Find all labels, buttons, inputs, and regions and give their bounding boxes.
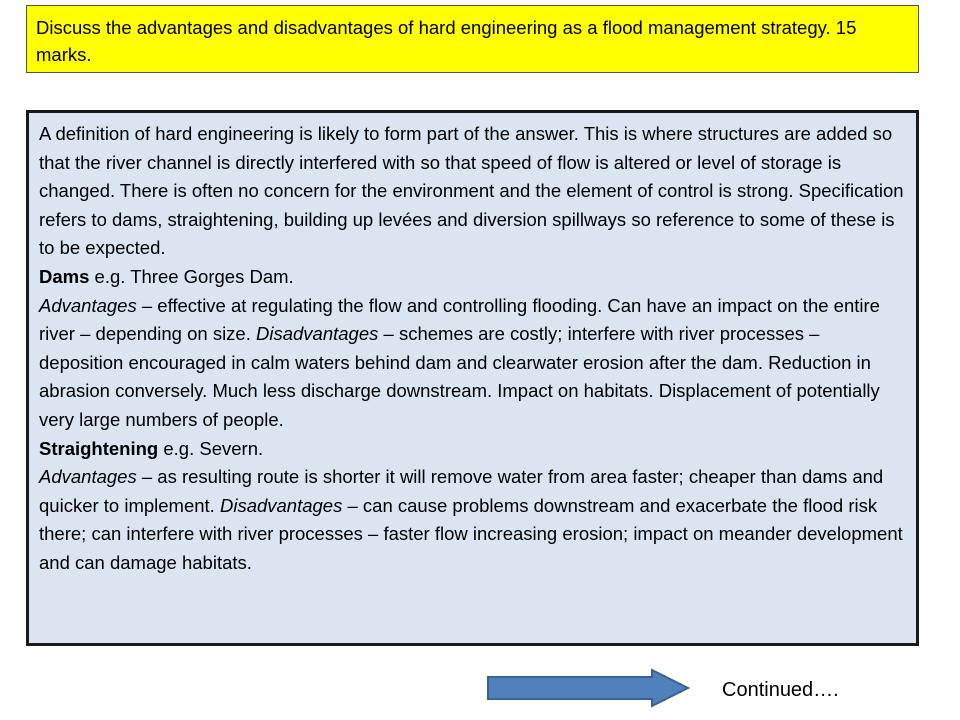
answer-intro: A definition of hard engineering is likely to form part of the answer. This is where structures are added so that the river channel is directly interfered with so that speed of flow is altered or level of storage is changed. There is often no concern for the environment and the element of control is strong. Specification refers to dams, straightening, building up levées and diversion spillways so reference to some of these is to be expected. — [39, 123, 904, 259]
straightening-paragraph — [39, 463, 906, 577]
dams-disadvantages-label: Disadvantages — [256, 323, 379, 345]
straightening-heading: Straightening — [39, 437, 159, 459]
dams-example: e.g. Three Gorges Dam. — [89, 265, 294, 287]
straightening-heading-line — [39, 435, 906, 464]
straightening-advantages-label: Advantages — [39, 466, 137, 488]
right-arrow-icon[interactable] — [486, 668, 690, 708]
arrow-shape — [488, 670, 688, 706]
dams-advantages-label: Advantages — [39, 294, 137, 316]
straightening-disadvantages-text: – can cause problems downstream and exacerbate the flood risk there; can interfere with river processes – faster flow increasing erosion; impact on meander development and can damage habitats. — [39, 494, 903, 573]
dams-paragraph — [39, 292, 906, 435]
dams-heading: Dams — [39, 265, 90, 287]
question-box — [26, 5, 919, 73]
question-text: Discuss the advantages and disadvantages of hard engineering as a flood management strategy. 15 marks. — [36, 17, 857, 65]
dams-disadvantages-text: – schemes are costly; interfere with river processes – deposition encouraged in calm waters behind dam and clearwater erosion after the dam. Reduction in abrasion conversely. Much less discharge downstream. Impact on habitats. Displacement of potentially very large numbers of people. — [39, 323, 880, 430]
straightening-example: e.g. Severn. — [158, 437, 264, 459]
answer-box — [26, 110, 919, 646]
dams-advantages-text: – effective at regulating the flow and controlling flooding. Can have an impact on the entire river – depending on size. — [39, 294, 880, 345]
straightening-advantages-text: – as resulting route is shorter it will remove water from area faster; cheaper than dams and quicker to implement. — [39, 466, 884, 516]
straightening-disadvantages-label: Disadvantages — [219, 494, 343, 516]
continued-label: Continued…. — [722, 679, 839, 701]
dams-heading-line — [39, 263, 906, 292]
